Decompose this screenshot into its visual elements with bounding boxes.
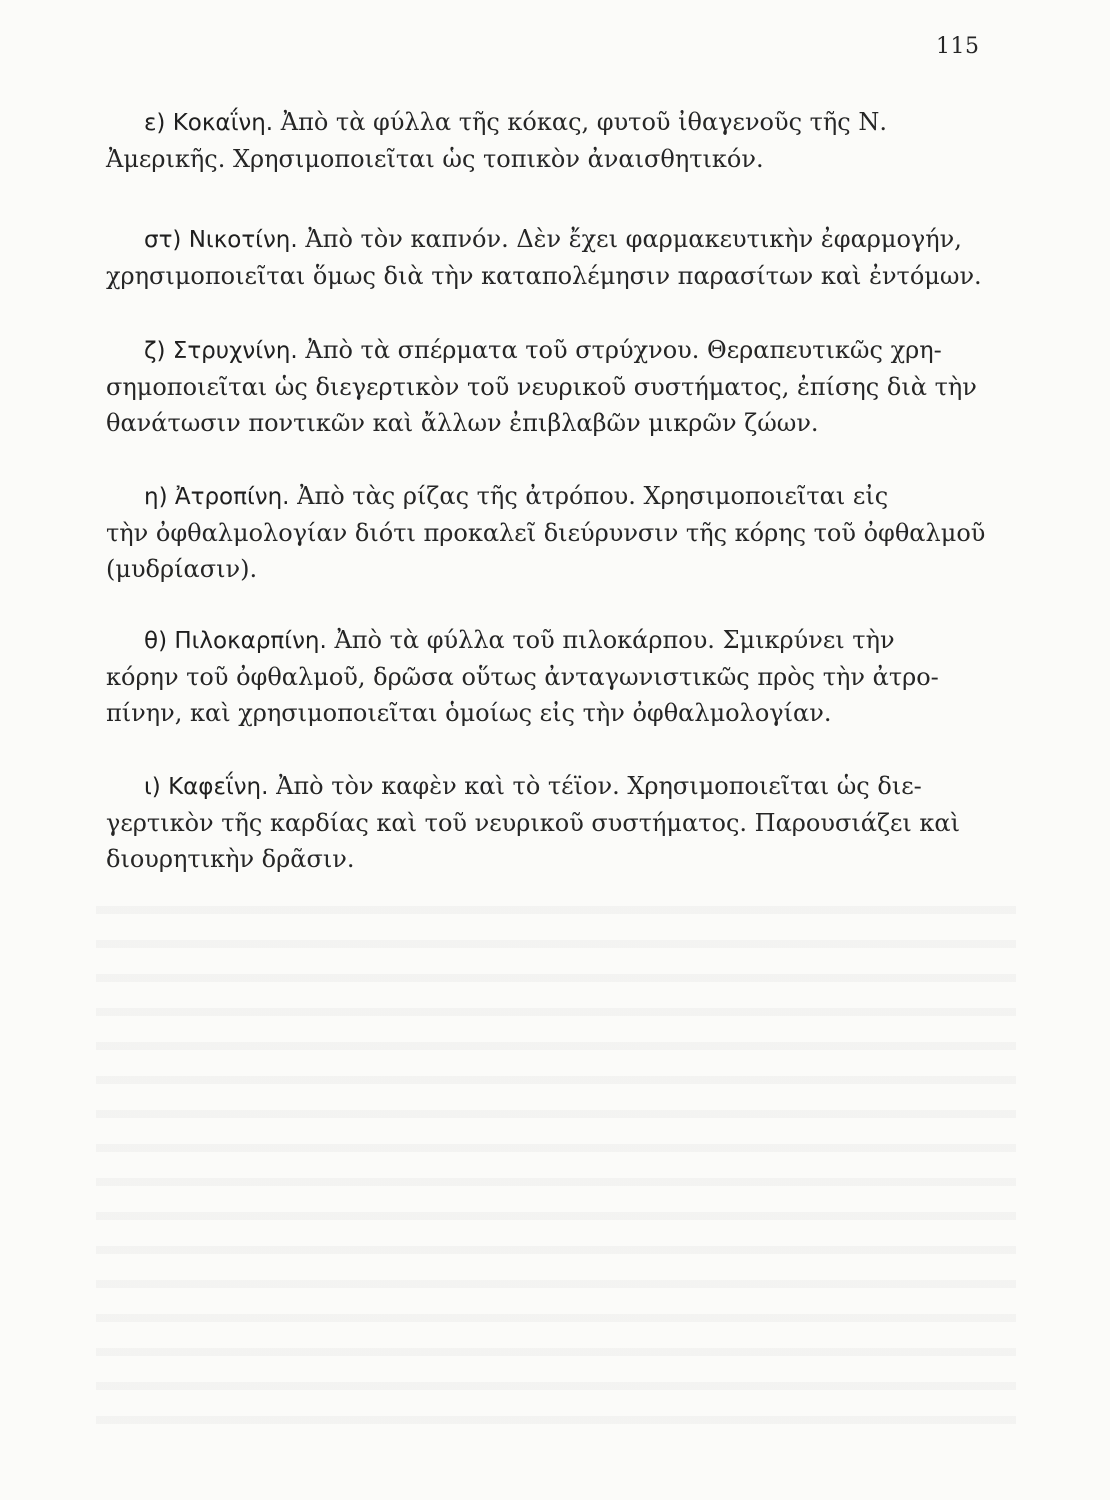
paragraph-text: Ἀπὸ τὰς ρίζας τῆς ἀτρόπου. Χρησιμοποιεῖται εἰς (289, 482, 889, 510)
paragraph-line (106, 332, 978, 369)
bleed-through-texture (96, 880, 1016, 1440)
paragraph-line: θανάτωσιν ποντικῶν καὶ ἄλλων ἐπιβλαβῶν μικρῶν ζώων. (106, 409, 819, 437)
paragraph-line: τὴν ὀφθαλμολογίαν διότι προκαλεῖ διεύρυνσιν τῆς κόρης τοῦ ὀφθαλμοῦ (106, 519, 986, 547)
paragraph-line: πίνην, καὶ χρησιμοποιεῖται ὁμοίως εἰς τὴν ὀφθαλμολογίαν. (106, 699, 832, 727)
paragraph-label: η) Ἀτροπίνη. (144, 484, 290, 510)
paragraph-line (106, 221, 978, 258)
paragraph-line: γερτικὸν τῆς καρδίας καὶ τοῦ νευρικοῦ συστήματος. Παρουσιάζει καὶ (106, 809, 961, 837)
paragraph-line (106, 478, 978, 515)
paragraph-line: Ἀμερικῆς. Χρησιμοποιεῖται ὡς τοπικὸν ἀναισθητικόν. (106, 145, 764, 173)
paragraph-line: χρησιμοποιεῖται ὅμως διὰ τὴν καταπολέμησιν παρασίτων καὶ ἐντόμων. (106, 262, 982, 290)
paragraph-line (106, 104, 978, 141)
paragraph-label: ι) Καφεΐνη. (144, 774, 269, 800)
paragraph-text: Ἀπὸ τὸν καπνόν. Δὲν ἔχει φαρμακευτικὴν ἐφαρμογήν, (297, 225, 962, 253)
paragraph-line (106, 622, 978, 659)
paragraph-line: κόρην τοῦ ὀφθαλμοῦ, δρῶσα οὕτως ἀνταγωνιστικῶς πρὸς τὴν ἀτρο- (106, 663, 939, 691)
paragraph-line: διουρητικὴν δρᾶσιν. (106, 845, 355, 873)
paragraph-text: Ἀπὸ τὰ σπέρματα τοῦ στρύχνου. Θεραπευτικῶς χρη- (297, 336, 942, 364)
paragraph-nicotine (106, 221, 982, 294)
paragraph-text: Ἀπὸ τὰ φύλλα τοῦ πιλοκάρπου. Σμικρύνει τὴν (326, 626, 895, 654)
paragraph-text: Ἀπὸ τὸν καφὲν καὶ τὸ τέϊον. Χρησιμοποιεῖται ὡς διε- (268, 772, 922, 800)
paragraph-line: σημοποιεῖται ὡς διεγερτικὸν τοῦ νευρικοῦ συστήματος, ἐπίσης διὰ τὴν (106, 373, 977, 401)
page-number: 115 (936, 34, 980, 59)
paragraph-line (106, 768, 978, 805)
paragraph-line: (μυδρίασιν). (106, 555, 258, 583)
paragraph-label: στ) Νικοτίνη. (144, 227, 298, 253)
paragraph-text: Ἀπὸ τὰ φύλλα τῆς κόκας, φυτοῦ ἰθαγενοῦς τῆς Ν. (273, 108, 888, 136)
paragraph-caffeine (106, 768, 978, 877)
paragraph-label: ζ) Στρυχνίνη. (144, 338, 298, 364)
paragraph-label: ε) Κοκαΐνη. (144, 110, 274, 136)
paragraph-atropine (106, 478, 986, 587)
paragraph-pilocarpine (106, 622, 978, 731)
paragraph-strychnine (106, 332, 978, 441)
paragraph-cocaine (106, 104, 978, 177)
paragraph-label: θ) Πιλοκαρπίνη. (144, 628, 327, 654)
